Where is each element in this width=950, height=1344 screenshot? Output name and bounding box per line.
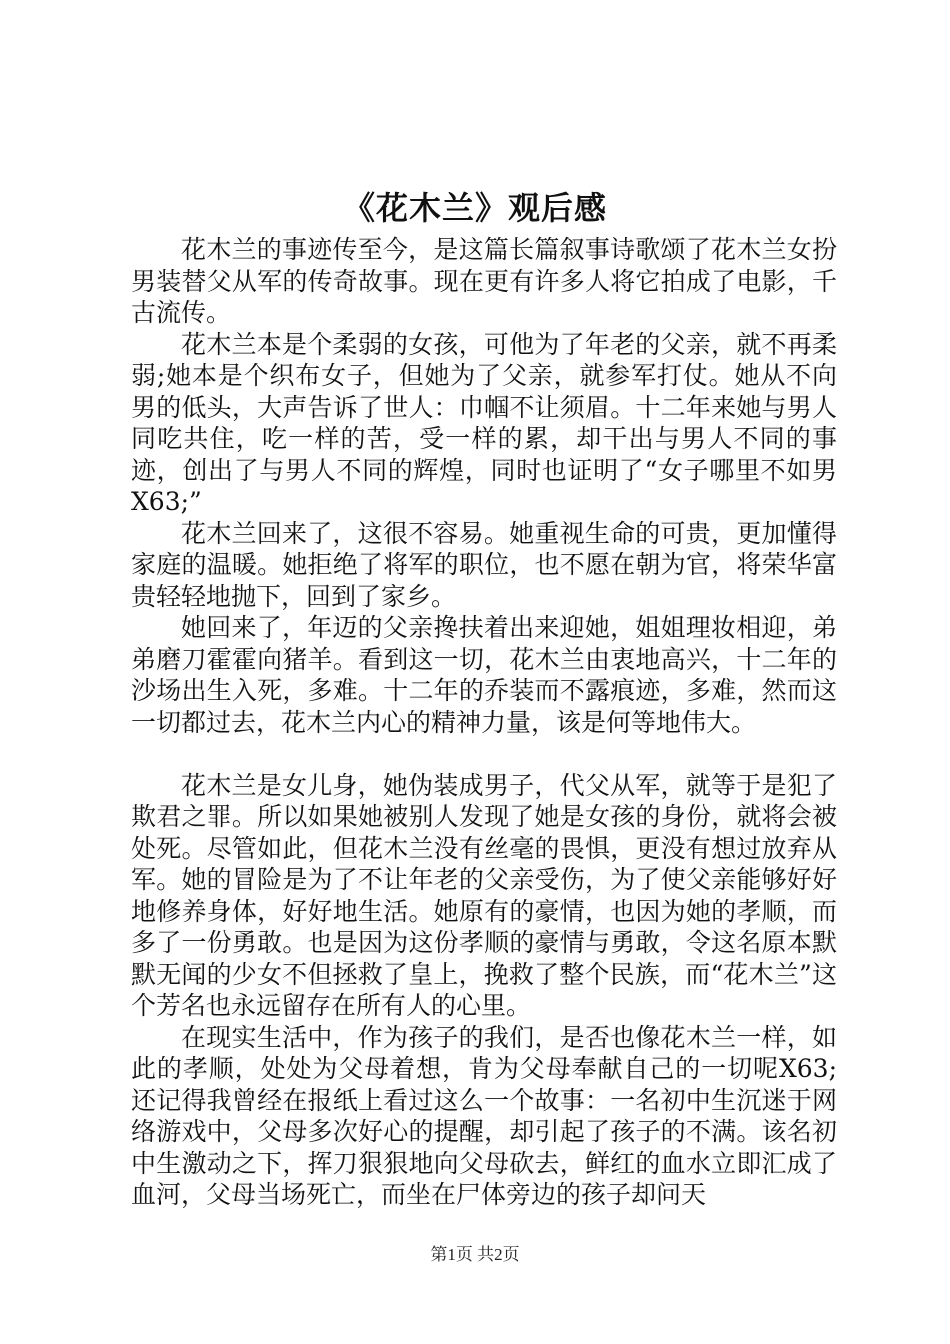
document-body [131, 234, 837, 1211]
paragraph: 花木兰是女儿身，她伪装成男子，代父从军，就等于是犯了欺君之罪。所以如果她被别人发现了她是女孩的身份，就将会被处死。尽管如此，但花木兰没有丝毫的畏惧，更没有想过放弃从军。她的冒险是为了不让年老的父亲受伤，为了使父亲能够好好地修养身体，好好地生活。她原有的豪情，也因为她的孝顺，而多了一份勇敢。也是因为这份孝顺的豪情与勇敢，令这名原本默默无闻的少女不但拯救了皇上，挽救了整个民族，而“花木兰”这个芳名也永远留存在所有人的心里。 [131, 770, 837, 1020]
paragraph: 花木兰的事迹传至今，是这篇长篇叙事诗歌颂了花木兰女扮男装替父从军的传奇故事。现在更有许多人将它拍成了电影，千古流传。 [131, 235, 837, 327]
paragraph: 她回来了，年迈的父亲搀扶着出来迎她，姐姐理妆相迎，弟弟磨刀霍霍向猪羊。看到这一切，花木兰由衷地高兴，十二年的沙场出生入死，多难。十二年的乔装而不露痕迹，多难，然而这一切都过去，花木兰内心的精神力量，该是何等地伟大。 [131, 613, 837, 737]
page-footer: 第1页 共2页 [430, 1245, 520, 1264]
paragraph: 花木兰回来了，这很不容易。她重视生命的可贵，更加懂得家庭的温暖。她拒绝了将军的职位，也不愿在朝为官，将荣华富贵轻轻地抛下，回到了家乡。 [131, 518, 837, 611]
paragraph: 花木兰本是个柔弱的女孩，可他为了年老的父亲，就不再柔弱;她本是个织布女子，但她为了父亲，就参军打仗。她从不向男的低头，大声告诉了世人：巾帼不让须眉。十二年来她与男人同吃共住，吃一样的苦，受一样的累，却干出与男人不同的事迹，创出了与男人不同的辉煌，同时也证明了“女子哪里不如男X63;” [131, 329, 837, 516]
paragraph: 在现实生活中，作为孩子的我们，是否也像花木兰一样，如此的孝顺，处处为父母着想，肯为父母奉献自己的一切呢X63;还记得我曾经在报纸上看过这么一个故事：一名初中生沉迷于网络游戏中，父母多次好心的提醒，却引起了孩子的不满。该名初中生激动之下，挥刀狠狠地向父母砍去，鲜红的血水立即汇成了血河，父母当场死亡，而坐在尸体旁边的孩子却问天 [131, 1022, 837, 1209]
paragraph-gap [131, 738, 837, 770]
document-title: 《花木兰》观后感 [342, 189, 607, 227]
